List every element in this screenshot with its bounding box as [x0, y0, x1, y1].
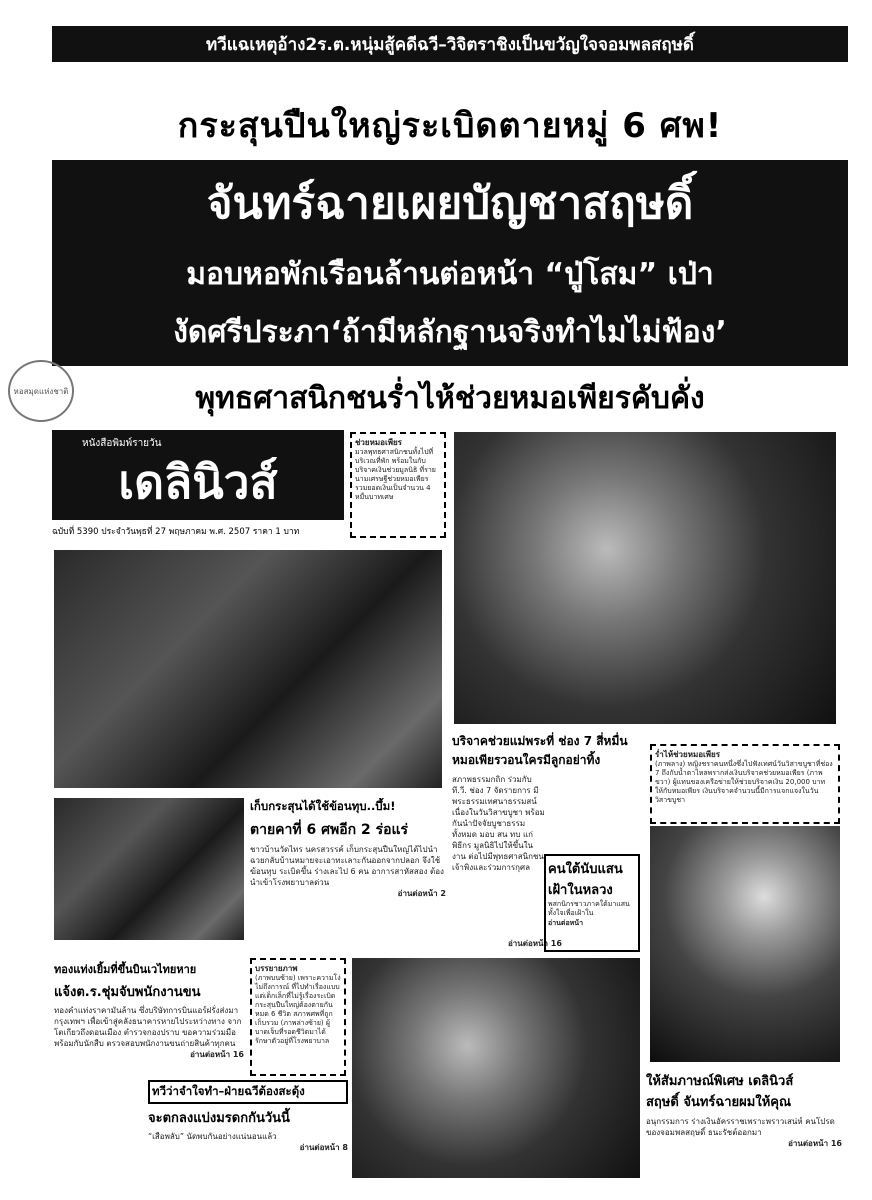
headline-main: จันทร์ฉายเผยบัญชาสฤษดิ์	[206, 178, 694, 229]
box-south-crowd: คนใต้นับแสน เฝ้าในหลวง พสกนิกรชาวภาคใต้มาแสนทั้งใจเพื่อเฝ้าใน อ่านต่อหน้า	[544, 854, 640, 952]
story-gold: ทองแท่งเยิ้มที่ขึ้นบินเวไทยหาย แจ้งต.ร.ชุ่มจับพนักงานขน ทองคำแท่งราคามันล้าน ซึ่งบริษัทการบินแอร์ฝรั่งส่งมากรุงเทพฯ เพื่อเข้าสู่คลังธนาคารหายไประหว่างทาง จากโตเกียวถึงดอนเมือง ตำรวจกองปราบ ขอความร่วมมือพร้อมกับนักสืบ ตรวจสอบพนักงานขนถ่ายสินค้าทุกคน อ่านต่อหน้า 16	[54, 963, 244, 1059]
headline-buddhists: พุทธศาสนิกชนร่ำไห้ช่วยหมอเพียรคับคั่ง	[195, 380, 705, 416]
box-caption: บรรยายภาพ (ภาพบนซ้าย) เพราะความโง่ไม่ถึงการณ์ ที่ไปทำเรื่องแบบแต่เด็กเล็กที่ไม่รู้เรื่องระเบิดกระสุนปืนใหญ่ต้องตายกันหมด 6 ชีวิต สภาพศพที่ถูกเก็บรวม (ภาพล่างซ้าย) ผู้บาดเจ็บที่รอดชีวิตมาได้ รักษาตัวอยู่ที่โรงพยาบาล	[250, 958, 346, 1076]
masthead-tagline: หนังสือพิมพ์รายวัน	[82, 438, 162, 449]
issue-line: ฉบับที่ 5390 ประจำวันพุธที่ 27 พฤษภาคม พ.ศ. 2507 ราคา 1 บาท	[52, 527, 300, 537]
headline-sub-1: มอบหอพักเรือนล้านต่อหน้า “ปู่โสม” เป่า	[186, 256, 714, 292]
story-donate: บริจาคช่วยแม่พระที่ ช่อง 7 สี่หมื่น หมอเพียรวอนใครมีลูกอย่าทิ้ง สภาพธรรมกถิก ร่วมกับ ที.วี. ช่อง 7 จัดรายการ มีพระธรรมเทศนาธรรมสน์ เนื่องในวันวิสาขบูชา พร้อมกันนำปัจจัยบูชาธรรมทั้งหมด มอบ สน ทบ แก่ พิธีกร มูลนิธิไปให้ขึ้นในงาน ต่อไปมีพุทธศาสนิกชนเจ้าพิงและร่วมการกุศล อ่านต่อหน้า 16	[452, 734, 628, 948]
photo-woman-weeping	[650, 826, 840, 1062]
masthead-name: เดลินิวส์	[118, 454, 278, 509]
headline-block	[52, 160, 848, 366]
box-weeping: ร่ำไห้ช่วยหมอเพียร (ภาพลาง) หญิงชราคนหนึ่งซึ่งไปฟังเทศน์วันวิสาขบูชาที่ช่อง 7 ถึงกับน้ำตาไหลพรากส่งเงินบริจาคช่วยหมอเพียร (ภาพขวา) ผู้แทนของเครือข่ายให้ช่วยบริจาคเงิน 20,000 บาท ให้กับหมอเพียร เงินบริจาคจำนวนนี้มีการแจกแจงในวันวิสาขบูชา	[650, 744, 840, 824]
headline-sub-2: งัดศรีประภา‘ถ้ามีหลักฐานจริงทำไมไม่ฟ้อง’	[173, 314, 727, 350]
top-strip	[52, 26, 848, 62]
library-stamp: หอสมุดแห่งชาติ	[8, 360, 74, 422]
story-inheritance: ทวีว่าจำใจทำ–ฝ่ายฉวีต้องสะดุ้ง จะตกลงแบ่งมรดกกันวันนี้ “เสือพลับ” นัดพบกันอย่างแน่นอนแล้ว อ่านต่อหน้า 8	[148, 1080, 348, 1176]
photo-women	[352, 958, 640, 1178]
photo-explosion-victims	[54, 550, 442, 788]
story-shell: เก็บกระสุนได้ใช้ข้อนทุบ..บึ้ม! ตายคาที่ 6 ศพอีก 2 ร่อแร่ ชาวบ้านวัดไทร นครสวรรค์ เก็บกระสุนปืนใหญ่ได้ไปนำ ฉวยกลับบ้านหมายจะเอาทะเลาะกันออกจากปลอก จึงใช้ฆ้อนทุบ ระเบิดขึ้น ร่างเละไป 6 คน อาการสาหัสสอง ต้องนำเข้าโรงพยาบาลด่วน อ่านต่อหน้า 2	[250, 799, 446, 898]
photo-crowd-donation	[454, 432, 836, 724]
masthead	[52, 430, 344, 520]
headline-explosion: กระสุนปืนใหญ่ระเบิดตายหมู่ 6 ศพ!	[177, 106, 723, 146]
box-help-doctor: ช่วยหมอเพียร มวลพุทธศาสนิกชนทั้งไปที่บริเวณที่พัก พร้อมในกับบริจาคเงินช่วยมูลนิธิ ที่รายนามเศรษฐีช่วยหมอเพียร รวมยอดเงินเป็นจำนวน 4 หมื่นบาทเศษ	[350, 432, 446, 538]
top-strip-text: ทวีแฉเหตุอ้าง2ร.ต.หนุ่มสู้คดีฉวี–วิจิตราชิงเป็นขวัญใจจอมพลสฤษดิ์	[206, 34, 694, 55]
story-interview: ให้สัมภาษณ์พิเศษ เดลินิวส์ สฤษดิ์ จันทร์ฉายผมให้คุณ อนุกรรมการ ร่างเงินอัครราชเพราะพราวเสน่ห์ คนโปรดของจอมพลสฤษดิ์ ธนะรัชต์ออกมา อ่านต่อหน้า 16	[646, 1074, 842, 1148]
photo-injured	[54, 798, 244, 940]
